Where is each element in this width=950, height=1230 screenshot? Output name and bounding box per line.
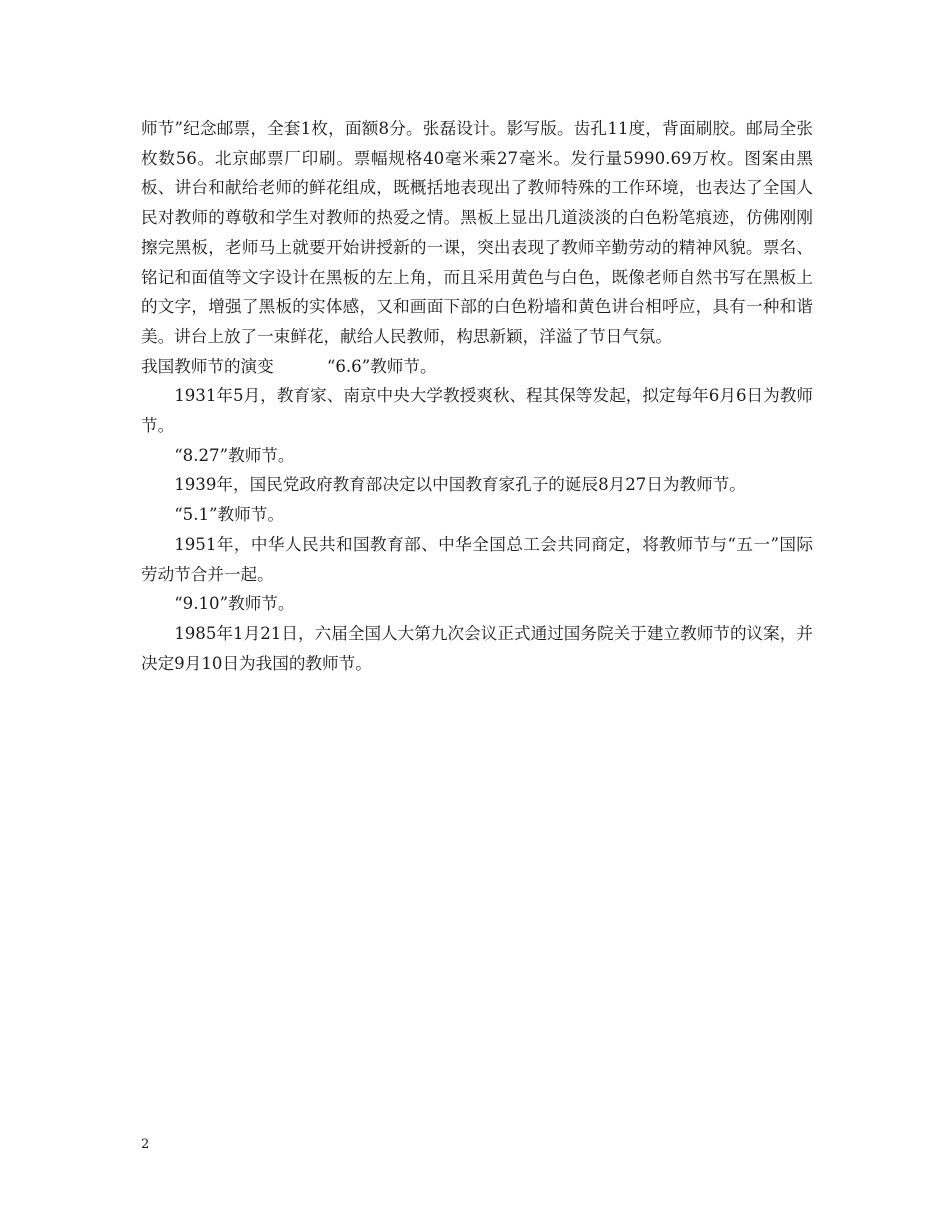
history-paragraph-1939: 1939年，国民党政府教育部决定以中国教育家孔子的诞辰8月27日为教师节。 — [174, 475, 746, 495]
section-heading-line — [141, 352, 813, 382]
festival-item-9-10: “9.10”教师节。 — [174, 594, 295, 614]
festival-item-5-1: “5.1”教师节。 — [174, 505, 284, 525]
document-body — [141, 114, 813, 678]
history-paragraph-1951: 1951年，中华人民共和国教育部、中华全国总工会共同商定，将教师节与“五一”国际劳动节合并一起。 — [141, 534, 813, 584]
history-paragraph-1931: 1931年5月，教育家、南京中央大学教授爽秋、程其保等发起，拟定每年6月6日为教师节。 — [141, 386, 813, 436]
festival-item-6-6: “6.6”教师节。 — [326, 356, 437, 376]
history-paragraph-1985: 1985年1月21日，六届全国人大第九次会议正式通过国务院关于建立教师节的议案，并决定9月10日为我国的教师节。 — [141, 623, 813, 673]
stamp-description-paragraph: 师节”纪念邮票，全套1枚，面额8分。张磊设计。影写版。齿孔11度，背面刷胶。邮局全张枚数56。北京邮票厂印刷。票幅规格40毫米乘27毫米。发行量5990.69万枚。图案由黑板、讲台和献给老师的鲜花组成，既概括地表现出了教师特殊的工作环境，也表达了全国人民对教师的尊敬和学生对教师的热爱之情。黑板上显出几道淡淡的白色粉笔痕迹，仿佛刚刚擦完黑板，老师马上就要开始讲授新的一课，突出表现了教师辛勤劳动的精神风貌。票名、铭记和面值等文字设计在黑板的左上角，而且采用黄色与白色，既像老师自然书写在黑板上的文字，增强了黑板的实体感，又和画面下部的白色粉墙和黄色讲台相呼应，具有一种和谐美。讲台上放了一束鲜花，献给人民教师，构思新颖，洋溢了节日气氛。 — [141, 119, 813, 346]
festival-item-8-27: “8.27”教师节。 — [174, 445, 295, 465]
page-number: 2 — [141, 1137, 150, 1152]
section-heading: 我国教师节的演变 — [141, 356, 274, 376]
